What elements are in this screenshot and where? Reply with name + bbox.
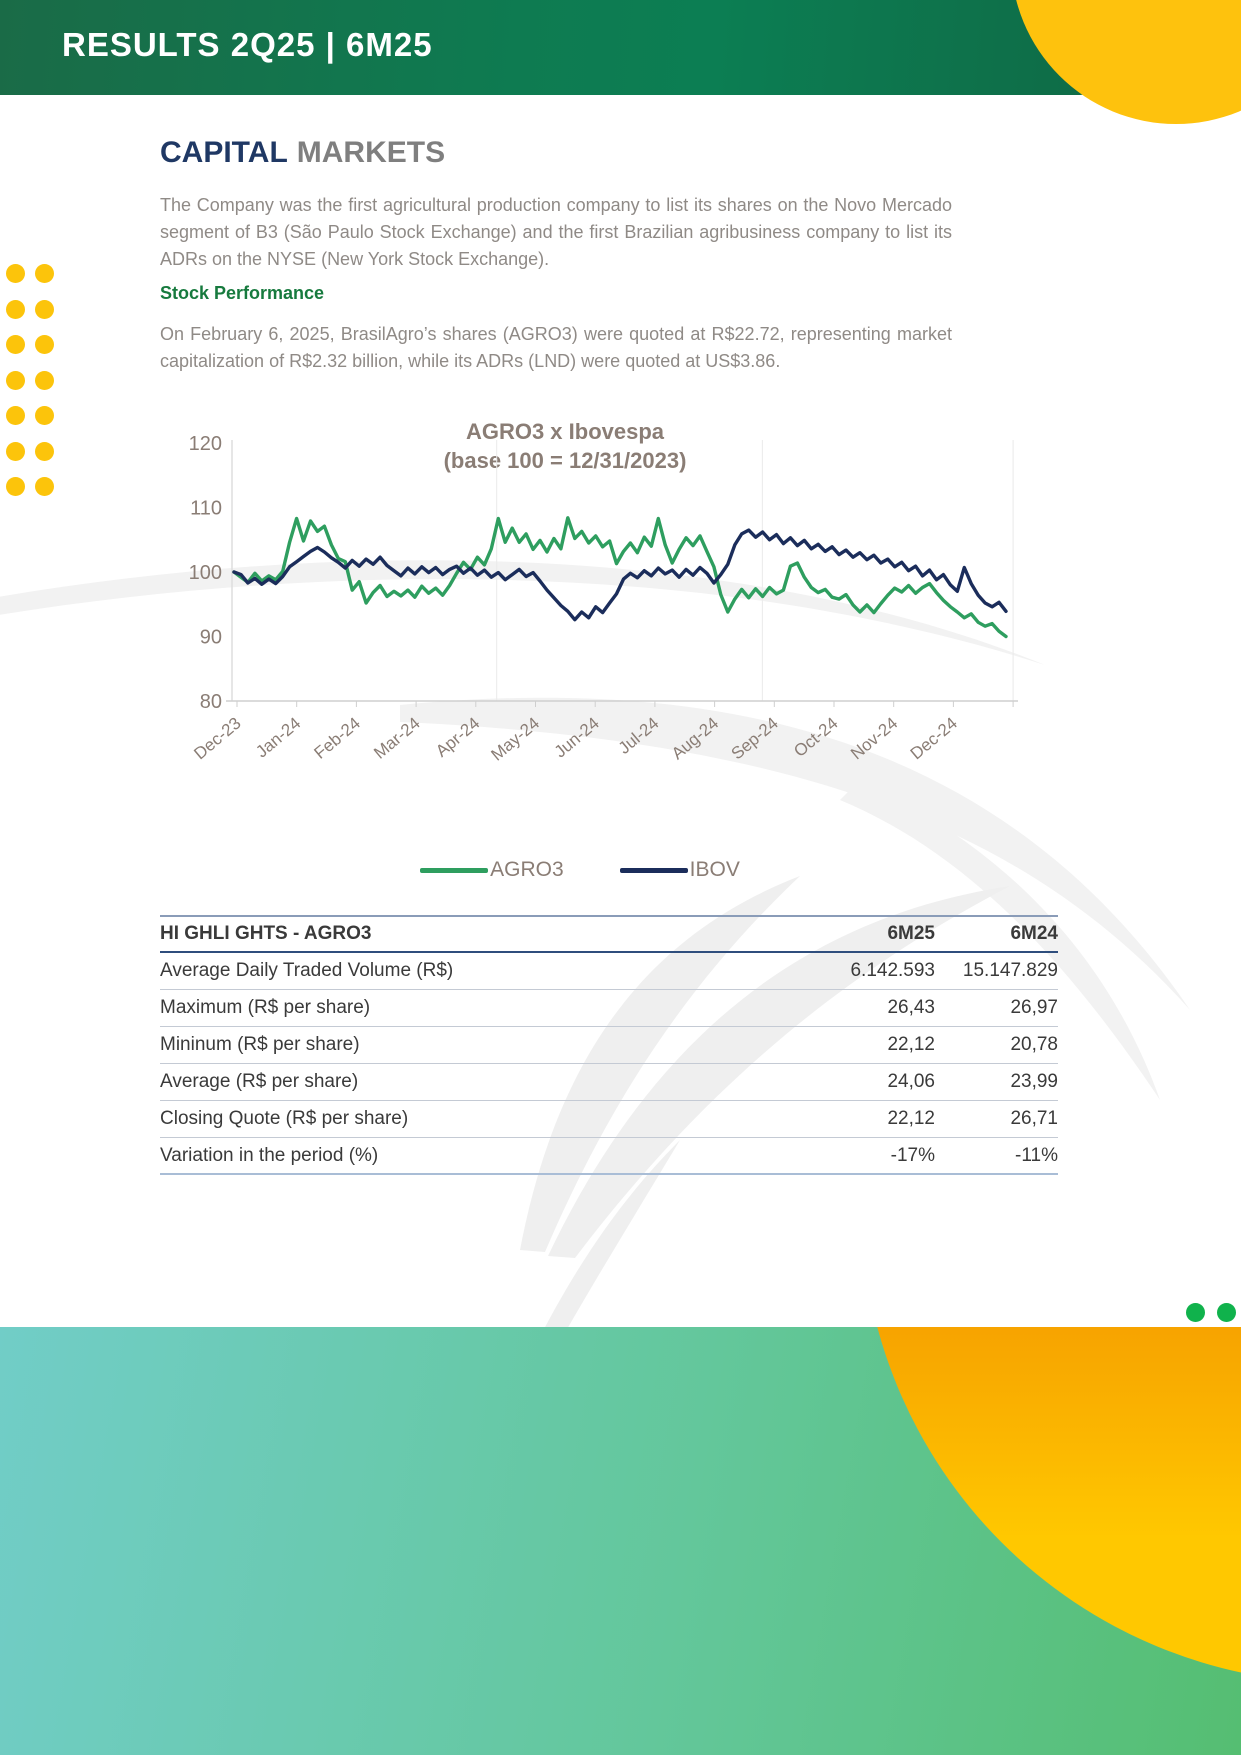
yellow-dot — [6, 442, 25, 461]
agro3-line-swatch-icon — [420, 868, 488, 873]
legend-label-ibov: IBOV — [689, 858, 740, 881]
row-value-6m24: 26,71 — [1010, 1108, 1058, 1129]
svg-text:Aug-24: Aug-24 — [667, 713, 723, 764]
svg-text:Jun-24: Jun-24 — [550, 713, 603, 762]
intro-paragraph: The Company was the first agricultural production company to list its shares on the Novo Mercado segment of B3 (São Paulo Stock Exchange) and the first Brazilian agribusiness company to list its ADRs on the NYSE (New York Stock Exchange). — [160, 195, 952, 269]
svg-text:Mar-24: Mar-24 — [370, 713, 424, 763]
table-header-row — [160, 915, 1058, 953]
stock-performance-heading: Stock Performance — [160, 283, 325, 303]
table-title: HI GHLI GHTS - AGRO3 — [160, 923, 372, 944]
agro3-ibov-line-chart — [130, 430, 1030, 770]
row-value-6m25: 22,12 — [887, 1034, 935, 1055]
row-value-6m25: -17% — [890, 1144, 935, 1166]
svg-text:100: 100 — [188, 562, 222, 584]
chart-legend — [130, 858, 1030, 882]
svg-text:Jul-24: Jul-24 — [614, 713, 663, 758]
table-row — [160, 1027, 1058, 1064]
row-label: Variation in the period (%) — [160, 1144, 379, 1166]
svg-text:Nov-24: Nov-24 — [847, 713, 902, 764]
row-label: Mininum (R$ per share) — [160, 1034, 360, 1055]
chart-title-line1: AGRO3 x Ibovespa — [465, 419, 665, 444]
yellow-dot — [6, 264, 25, 283]
footer-yellow-circle — [861, 1327, 1241, 1683]
yellow-dot — [35, 371, 54, 390]
table-row — [160, 1101, 1058, 1138]
row-value-6m25: 6.142.593 — [850, 960, 935, 981]
table-row — [160, 1138, 1058, 1175]
row-label: Average Daily Traded Volume (R$) — [160, 960, 454, 981]
svg-text:Dec-24: Dec-24 — [906, 713, 961, 764]
stock-quote-paragraph: On February 6, 2025, BrasilAgro’s shares (AGRO3) were quoted at R$22.72, representing market capitalization of R$2.32 billion, while its ADRs (LND) were quoted at US$3.86. — [160, 324, 952, 371]
row-value-6m24: 23,99 — [1010, 1071, 1058, 1092]
ibov-line-swatch-icon — [620, 868, 688, 873]
yellow-dot — [6, 300, 25, 319]
yellow-dot — [35, 442, 54, 461]
svg-text:120: 120 — [188, 433, 222, 455]
row-value-6m24: 26,97 — [1010, 997, 1058, 1018]
svg-text:May-24: May-24 — [487, 713, 544, 765]
table-row — [160, 1064, 1058, 1101]
legend-label-agro3: AGRO3 — [490, 858, 564, 881]
row-value-6m24: 20,78 — [1010, 1034, 1058, 1055]
svg-text:Dec-23: Dec-23 — [190, 713, 245, 764]
row-value-6m24: 15.147.829 — [962, 960, 1058, 981]
row-label: Average (R$ per share) — [160, 1071, 359, 1092]
yellow-dot — [6, 406, 25, 425]
row-value-6m25: 22,12 — [887, 1108, 935, 1129]
row-label: Closing Quote (R$ per share) — [160, 1108, 409, 1129]
yellow-dot — [6, 335, 25, 354]
row-label: Maximum (R$ per share) — [160, 997, 371, 1018]
svg-text:Jan-24: Jan-24 — [252, 713, 305, 762]
yellow-dot — [6, 371, 25, 390]
page-title-secondary: MARKETS — [296, 136, 446, 169]
row-value-6m25: 26,43 — [887, 997, 935, 1018]
yellow-dot — [35, 264, 54, 283]
svg-text:110: 110 — [190, 497, 222, 520]
svg-text:80: 80 — [199, 691, 222, 713]
footer-band — [0, 1327, 1241, 1755]
header-banner — [0, 0, 1150, 95]
row-value-6m25: 24,06 — [887, 1071, 935, 1092]
svg-text:Oct-24: Oct-24 — [790, 713, 842, 761]
column-header-6m24: 6M24 — [1010, 923, 1058, 944]
table-row — [160, 990, 1058, 1027]
page-title — [160, 136, 445, 170]
green-dot — [1186, 1303, 1205, 1322]
svg-text:Sep-24: Sep-24 — [727, 713, 782, 764]
yellow-dot — [6, 477, 25, 496]
yellow-dot — [35, 477, 54, 496]
yellow-dot — [35, 300, 54, 319]
highlights-table — [160, 915, 1058, 1175]
green-dot — [1217, 1303, 1236, 1322]
report-title: RESULTS 2Q25 | 6M25 — [62, 26, 433, 63]
svg-text:90: 90 — [199, 626, 222, 649]
page-title-primary: CAPITAL — [160, 136, 288, 169]
legend-item-agro3 — [420, 858, 564, 882]
yellow-dot — [35, 335, 54, 354]
yellow-dot — [35, 406, 54, 425]
column-header-6m25: 6M25 — [887, 923, 935, 944]
svg-text:Apr-24: Apr-24 — [432, 713, 484, 761]
table-row — [160, 953, 1058, 990]
legend-item-ibov — [620, 858, 740, 882]
svg-text:Feb-24: Feb-24 — [310, 713, 364, 763]
row-value-6m24: -11% — [1015, 1144, 1058, 1166]
chart-title-line2: (base 100 = 12/31/2023) — [443, 448, 687, 473]
